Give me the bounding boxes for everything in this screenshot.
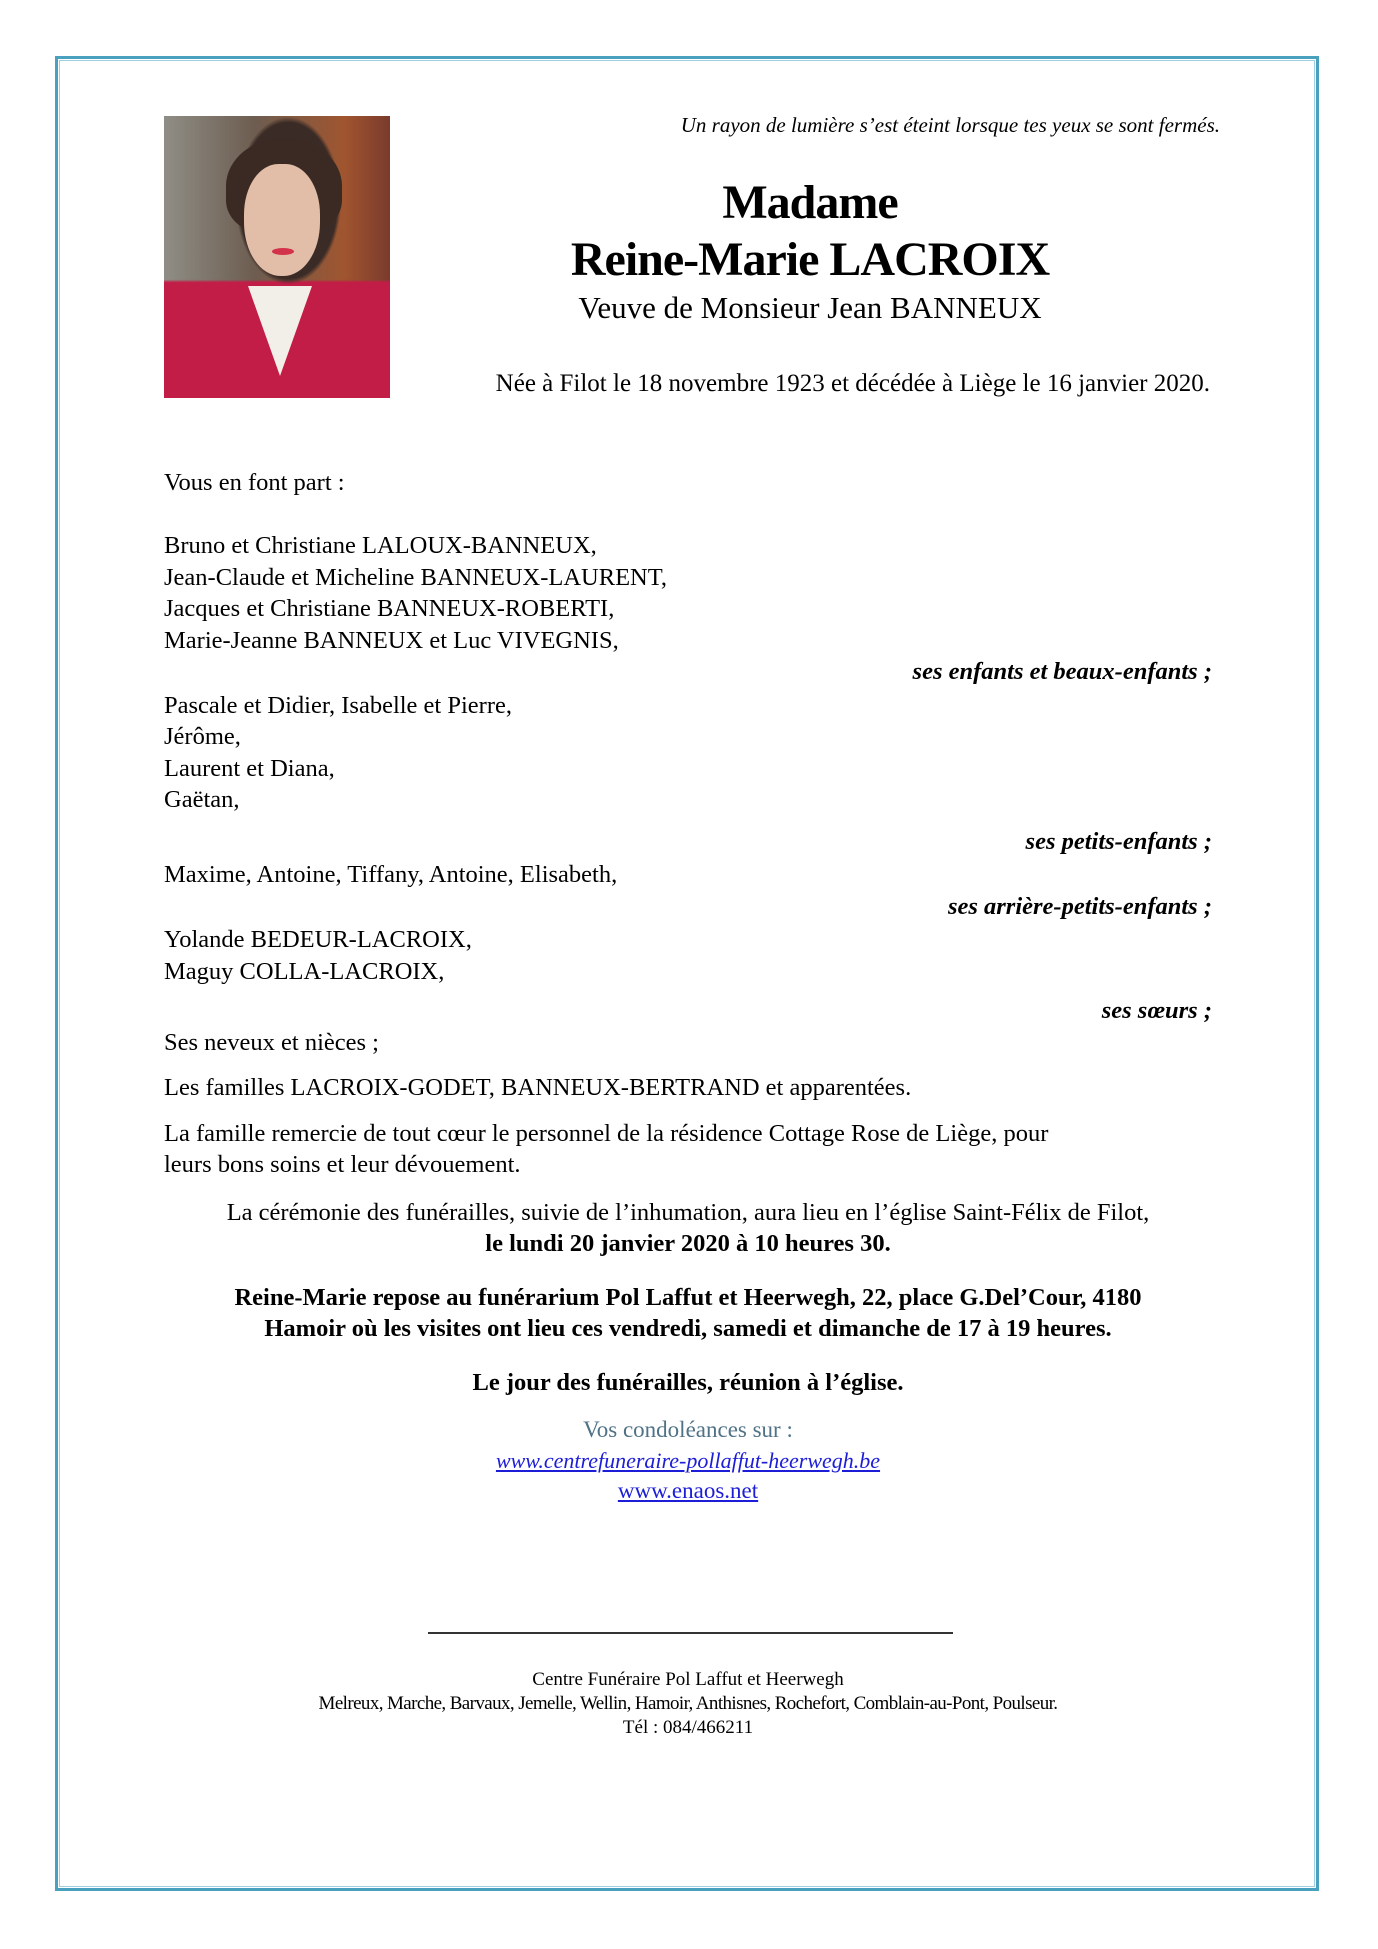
photo-collar — [248, 286, 312, 376]
birth-death-line: Née à Filot le 18 novembre 1923 et décédée à Liège le 16 janvier 2020. — [495, 370, 1210, 397]
deceased-name: Reine-Marie LACROIX — [570, 233, 1050, 286]
family-name: Bruno et Christiane LALOUX-BANNEUX, — [164, 532, 597, 559]
ceremony-line-1: La cérémonie des funérailles, suivie de l’inhumation, aura lieu en l’église Saint-Félix de Filot, — [226, 1198, 1150, 1226]
condolences-label: Vos condoléances sur : — [583, 1417, 793, 1442]
family-name: Gaëtan, — [164, 786, 240, 813]
footer-locations: Melreux, Marche, Barvaux, Jemelle, Wellin, Hamoir, Anthisnes, Rochefort, Comblain-au-Pont, Poulseur. — [318, 1693, 1058, 1714]
intro-text: Vous en font part : — [164, 469, 345, 496]
footer-company: Centre Funéraire Pol Laffut et Heerwegh — [532, 1669, 844, 1690]
family-name: Maxime, Antoine, Tiffany, Antoine, Elisabeth, — [164, 861, 618, 888]
nephews-nieces: Ses neveux et nièces ; — [164, 1028, 379, 1056]
separator-rule — [428, 1632, 953, 1634]
thanks-line-1: La famille remercie de tout cœur le personnel de la résidence Cottage Rose de Liège, pour — [164, 1119, 1049, 1147]
meeting-line: Le jour des funérailles, réunion à l’église. — [472, 1368, 904, 1396]
title-block — [420, 175, 1200, 327]
epigraph-quote: Un rayon de lumière s’est éteint lorsque tes yeux se sont fermés. — [680, 113, 1220, 137]
visitation-line-1: Reine-Marie repose au funérarium Pol Laffut et Heerwegh, 22, place G.Del’Cour, 4180 — [234, 1283, 1142, 1311]
spacer — [164, 1181, 1212, 1197]
family-name: Jacques et Christiane BANNEUX-ROBERTI, — [164, 595, 615, 622]
condolences-link-enaos[interactable]: www.enaos.net — [617, 1477, 759, 1503]
relation-label: ses sœurs ; — [1101, 997, 1212, 1024]
honorific: Madame — [722, 176, 898, 229]
family-name: Jérôme, — [164, 723, 241, 750]
family-name: Pascale et Didier, Isabelle et Pierre, — [164, 691, 512, 719]
spacer — [164, 1398, 1212, 1414]
footer-phone: Tél : 084/466211 — [622, 1717, 754, 1738]
family-name: Yolande BEDEUR-LACROIX, — [164, 926, 472, 953]
spacer — [164, 1345, 1212, 1367]
spacer — [164, 1260, 1212, 1282]
spacer — [164, 1104, 1212, 1118]
relation-label: ses arrière-petits-enfants ; — [947, 892, 1212, 920]
announcement-body — [164, 467, 1212, 1506]
visitation-line-2: Hamoir où les visites ont lieu ces vendredi, samedi et dimanche de 17 à 19 heures. — [264, 1315, 1112, 1342]
spacer — [164, 499, 1212, 531]
portrait-photo — [164, 116, 390, 398]
family-name: Marie-Jeanne BANNEUX et Luc VIVEGNIS, — [164, 626, 619, 654]
footer — [164, 1668, 1212, 1740]
widow-of: Veuve de Monsieur Jean BANNEUX — [578, 290, 1042, 325]
ceremony-line-2: le lundi 20 janvier 2020 à 10 heures 30. — [485, 1230, 891, 1257]
family-name: Jean-Claude et Micheline BANNEUX-LAURENT, — [164, 563, 668, 591]
photo-face — [244, 164, 320, 276]
relation-label: ses petits-enfants ; — [1025, 827, 1212, 855]
spacer — [164, 987, 1212, 995]
thanks-line-2: leurs bons soins et leur dévouement. — [164, 1151, 521, 1178]
photo-lips — [272, 248, 294, 255]
family-name: Maguy COLLA-LACROIX, — [164, 957, 445, 985]
family-name: Laurent et Diana, — [164, 754, 335, 782]
relation-label: ses enfants et beaux-enfants ; — [912, 658, 1212, 685]
families-line: Les familles LACROIX-GODET, BANNEUX-BERTRAND et apparentées. — [164, 1074, 912, 1101]
spacer — [164, 1058, 1212, 1072]
condolences-link-funeral-center[interactable]: www.centrefuneraire-pollaffut-heerwegh.be — [495, 1447, 881, 1473]
spacer — [164, 816, 1212, 826]
